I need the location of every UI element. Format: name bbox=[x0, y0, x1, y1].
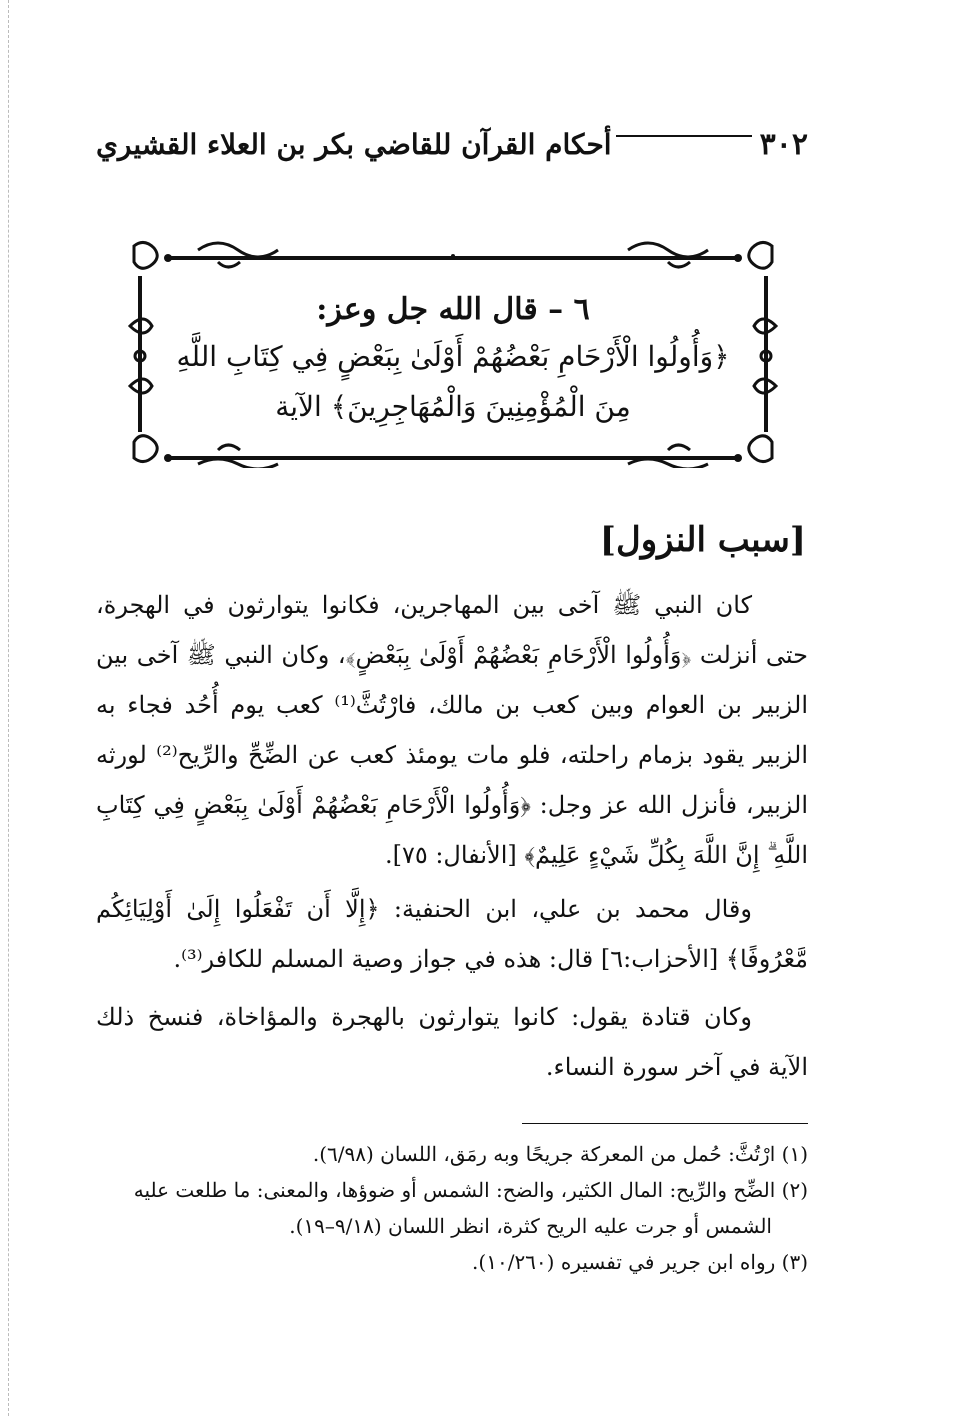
footnote-1: (١) ارْتُثَّ: حُمل من المعركة جريحًا وبه رمَق، اللسان (٦/٩٨). bbox=[312, 1142, 808, 1166]
verse-text bbox=[168, 288, 738, 432]
paragraph-2 bbox=[96, 884, 808, 984]
paragraph-1-text: كان النبي ﷺ آخى بين المهاجرين، فكانوا يتوارثون في الهجرة، حتى أنزلت ﴿وَأُولُوا الْأَرْحَامِ بَعْضُهُمْ أَوْلَىٰ بِبَعْضٍ﴾، وكان النبي ﷺ آخى بين الزبير بن العوام وبين كعب بن مالك، فارْتُثَّ⁽¹⁾ كعب يوم أُحُد فجاء به الزبير يقود بزمام راحلته، فلو مات يومئذ كعب عن الضِّحِّ والرِّيح⁽²⁾ لورثه الزبير، فأنزل الله عز وجل: ﴿وَأُولُوا الْأَرْحَامِ بَعْضُهُمْ أَوْلَىٰ بِبَعْضٍ فِي كِتَابِ اللَّهِ ۗ إِنَّ اللَّهَ بِكُلِّ شَيْءٍ عَلِيمٌ﴾ [الأنفال: ٧٥]. bbox=[96, 591, 808, 869]
running-header bbox=[96, 116, 808, 172]
verse-line-1: ﴿وَأُولُوا الْأَرْحَامِ بَعْضُهُمْ أَوْلَىٰ بِبَعْضٍ فِي كِتَابِ اللَّهِ bbox=[176, 340, 730, 373]
verse-line-2: مِنَ الْمُؤْمِنِينَ وَالْمُهَاجِرِينَ﴾ الآية bbox=[275, 390, 631, 423]
paragraph-2-text: وقال محمد بن علي، ابن الحنفية: ﴿إِلَّا أَن تَفْعَلُوا إِلَىٰ أَوْلِيَائِكُم مَّعْرُوفًا﴾ [الأحزاب:٦] قال: هذه في جواز وصية المسلم للكافر⁽³⁾. bbox=[96, 895, 808, 973]
section-heading: [سبب النزول] bbox=[599, 520, 806, 560]
header-rule bbox=[616, 135, 752, 137]
footnote-2-line-1: (٢) الضِّح والرِّيح: المال الكثير، والضح: الشمس أو ضوؤها، والمعنى: ما طلعت عليه bbox=[133, 1178, 808, 1202]
paragraph-3 bbox=[96, 992, 808, 1092]
footnote-2-line-2: الشمس أو جرت عليه الريح كثرة، انظر اللسان (٩/١٨–١٩). bbox=[289, 1214, 772, 1238]
page-number: ٣٠٢ bbox=[759, 126, 808, 162]
book-title: أحكام القرآن للقاضي بكر بن العلاء القشيري bbox=[96, 127, 612, 161]
footnote-rule bbox=[522, 1123, 808, 1124]
verse-heading: ٦ – قال الله جل وعز: bbox=[316, 292, 590, 327]
footnote-3: (٣) رواه ابن جرير في تفسيره (١٠/٢٦٠). bbox=[472, 1250, 808, 1274]
footnotes bbox=[96, 1136, 808, 1280]
verse-frame bbox=[128, 236, 778, 468]
paragraph-1 bbox=[96, 580, 808, 880]
scan-edge-line bbox=[8, 0, 9, 1416]
paragraph-3-text: وكان قتادة يقول: كانوا يتوارثون بالهجرة والمؤاخاة، فنسخ ذلك الآية في آخر سورة النساء. bbox=[96, 1003, 808, 1081]
